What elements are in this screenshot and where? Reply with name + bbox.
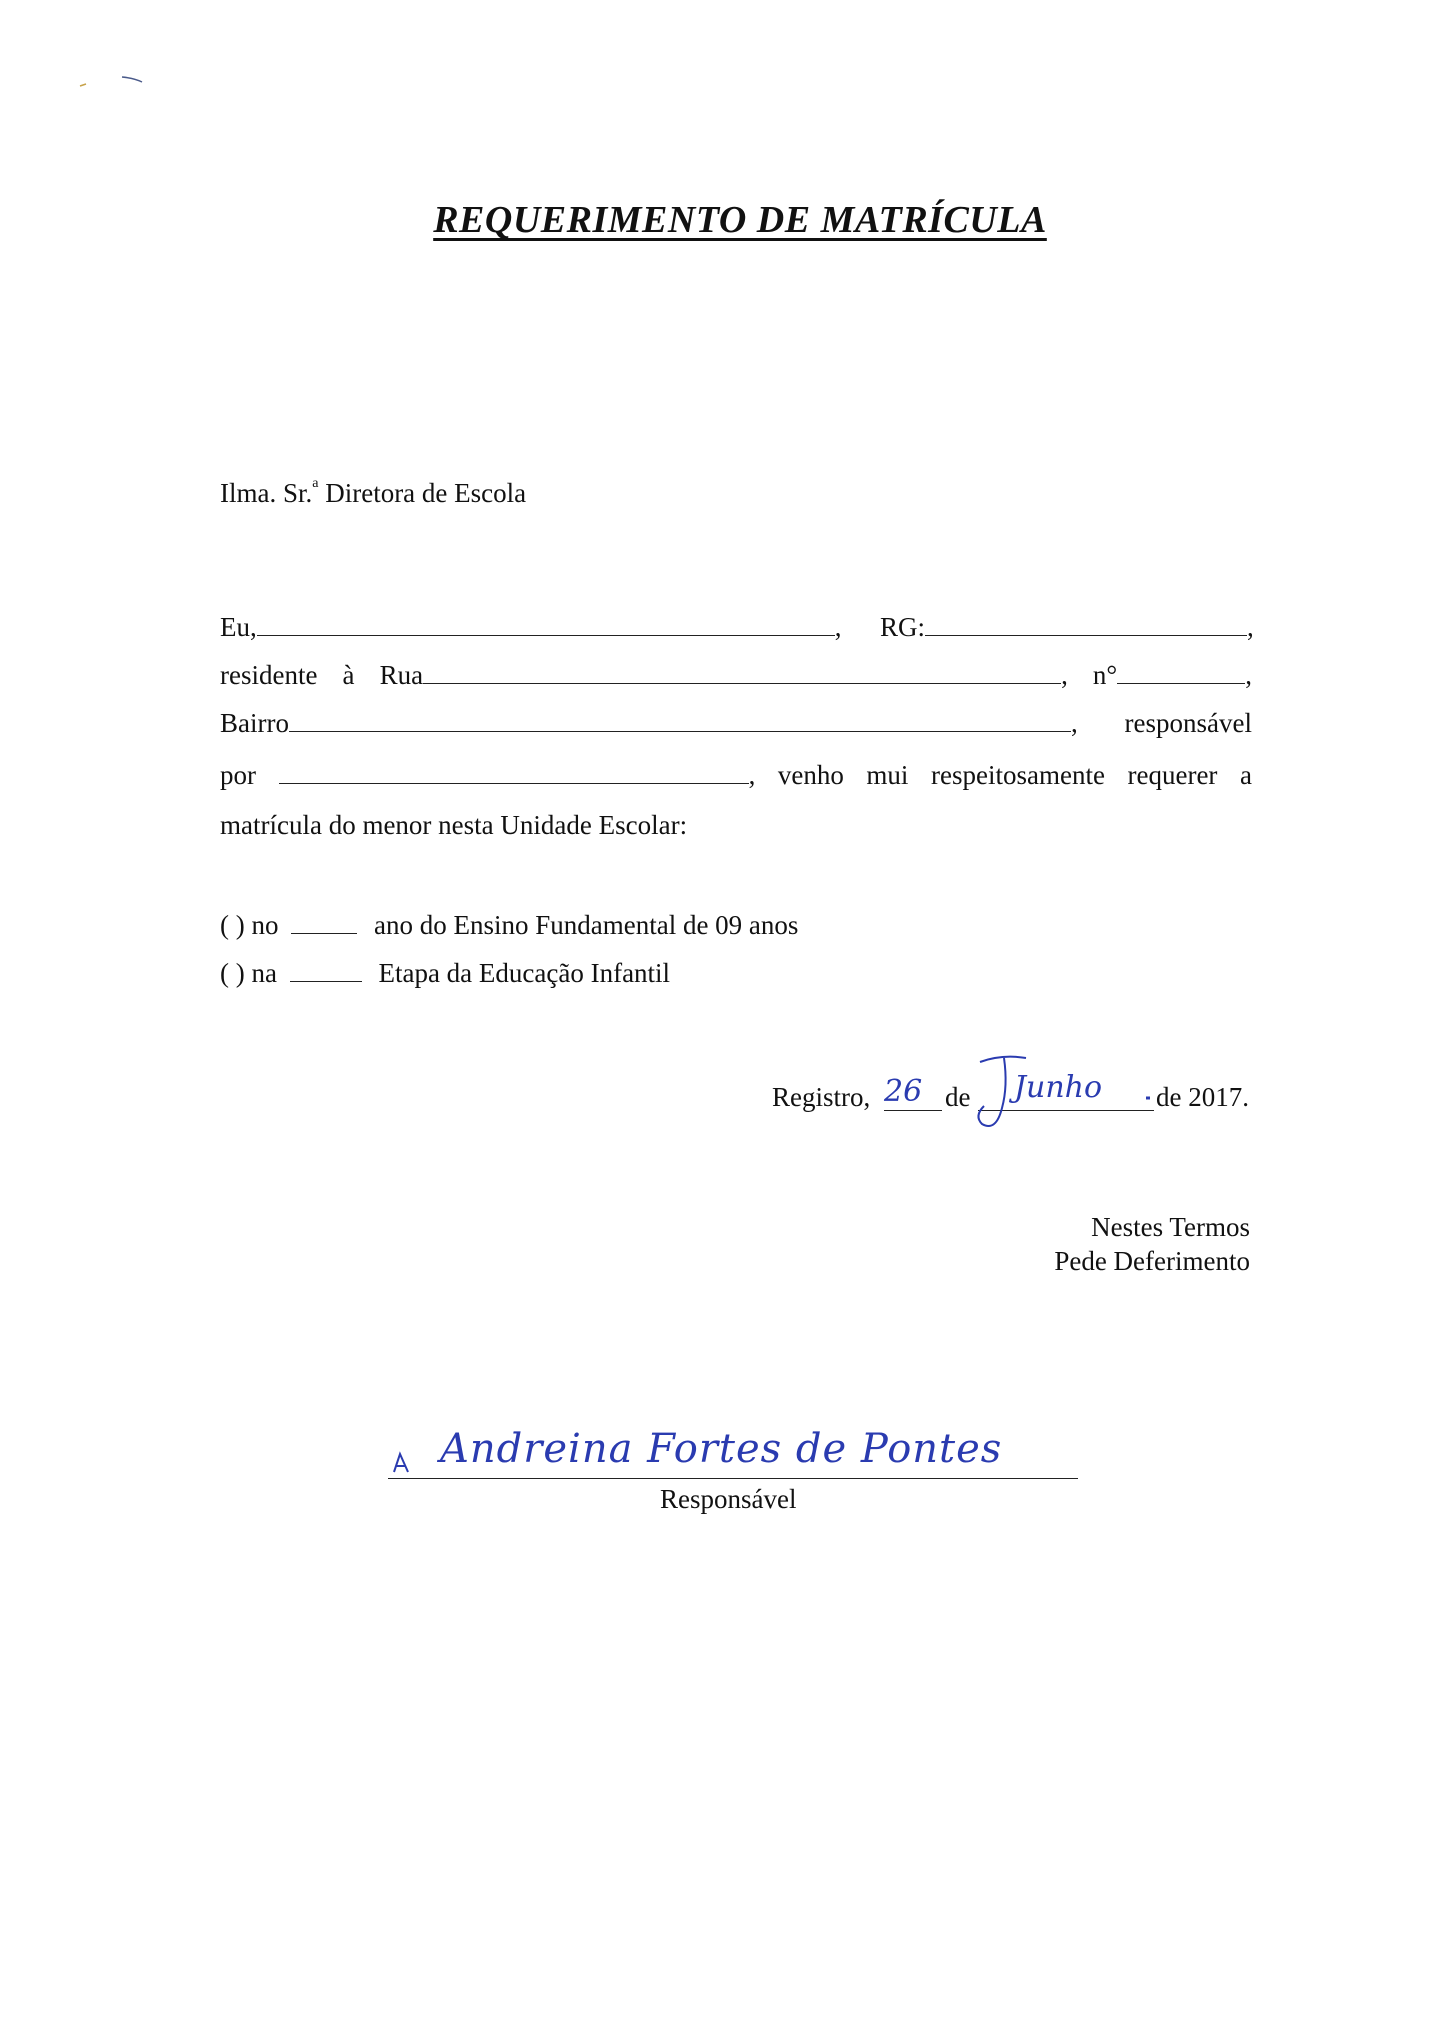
comma: , — [1245, 660, 1252, 690]
closing-line1: Nestes Termos — [1091, 1212, 1250, 1242]
venho-label: venho — [777, 760, 844, 790]
salutation-superscript: a — [312, 476, 319, 491]
bairro-group — [220, 708, 1078, 739]
handwritten-day — [884, 1074, 922, 1109]
signature-handwriting[interactable] — [440, 1426, 1002, 1472]
bairro-field[interactable] — [289, 709, 1071, 732]
option1-label: ano do Ensino Fundamental de 09 anos — [373, 910, 799, 940]
numero-label: n° — [1092, 660, 1118, 690]
minor-group — [279, 760, 756, 791]
row-por — [220, 760, 1252, 791]
street-group — [380, 660, 1068, 691]
row-bairro — [220, 708, 1252, 739]
salutation — [220, 478, 526, 509]
comma: , — [748, 760, 756, 790]
mui-label: mui — [866, 760, 909, 790]
comma: , — [1070, 708, 1078, 738]
salutation-rest: Diretora de Escola — [318, 478, 527, 508]
respeitosamente-label: respeitosamente — [931, 760, 1105, 790]
signature-line — [388, 1478, 1078, 1479]
residente-label: residente — [220, 660, 318, 690]
option-fundamental — [220, 910, 798, 941]
option-infantil — [220, 958, 670, 989]
row-address — [220, 660, 1252, 691]
responsavel-label: responsável — [1124, 708, 1252, 738]
bairro-label: Bairro — [220, 708, 289, 738]
street-field[interactable] — [423, 661, 1061, 684]
comma: , — [834, 612, 842, 642]
eu-label: Eu, — [220, 612, 257, 642]
stray-pen-marks — [76, 72, 156, 92]
name-field[interactable] — [257, 613, 835, 636]
option2-stage-field[interactable] — [290, 959, 362, 982]
a2-label: a — [1240, 760, 1252, 790]
date-de: de — [945, 1082, 971, 1112]
signature-name: Andreina Fortes de Pontes — [440, 1426, 1003, 1472]
document-title: REQUERIMENTO DE MATRÍCULA — [433, 199, 1047, 241]
number-group — [1093, 660, 1252, 691]
rg-field[interactable] — [925, 613, 1247, 636]
month-value: Junho — [1014, 1070, 1103, 1105]
option1-checkbox[interactable]: ( ) no — [220, 910, 279, 940]
option2-checkbox[interactable]: ( ) na — [220, 958, 277, 988]
number-field[interactable] — [1117, 661, 1245, 684]
closing-line2: Pede Deferimento — [1054, 1246, 1250, 1276]
handwritten-month — [1014, 1070, 1102, 1105]
rua-label: Rua — [379, 660, 424, 690]
matricula-text: matrícula do menor nesta Unidade Escolar: — [220, 810, 688, 840]
option1-year-field[interactable] — [291, 911, 357, 934]
rg-label: RG: — [880, 612, 926, 642]
comma: , — [1247, 612, 1254, 642]
row-eu-rg — [220, 612, 842, 643]
comma: , — [1061, 660, 1068, 690]
date-suffix: de 2017. — [1156, 1082, 1249, 1112]
requerer-label: requerer — [1127, 760, 1218, 790]
signature-initial-mark — [388, 1440, 418, 1480]
por-label: por — [220, 760, 256, 790]
a-label: à — [342, 660, 355, 690]
day-value: 26 — [884, 1074, 923, 1109]
signature-label: Responsável — [660, 1484, 797, 1514]
rg-group — [880, 612, 1254, 643]
minor-name-field[interactable] — [279, 761, 749, 784]
option2-label: Etapa da Educação Infantil — [378, 958, 671, 988]
date-prefix: Registro, — [772, 1082, 871, 1112]
salutation-prefix: Ilma. Sr. — [220, 478, 313, 508]
